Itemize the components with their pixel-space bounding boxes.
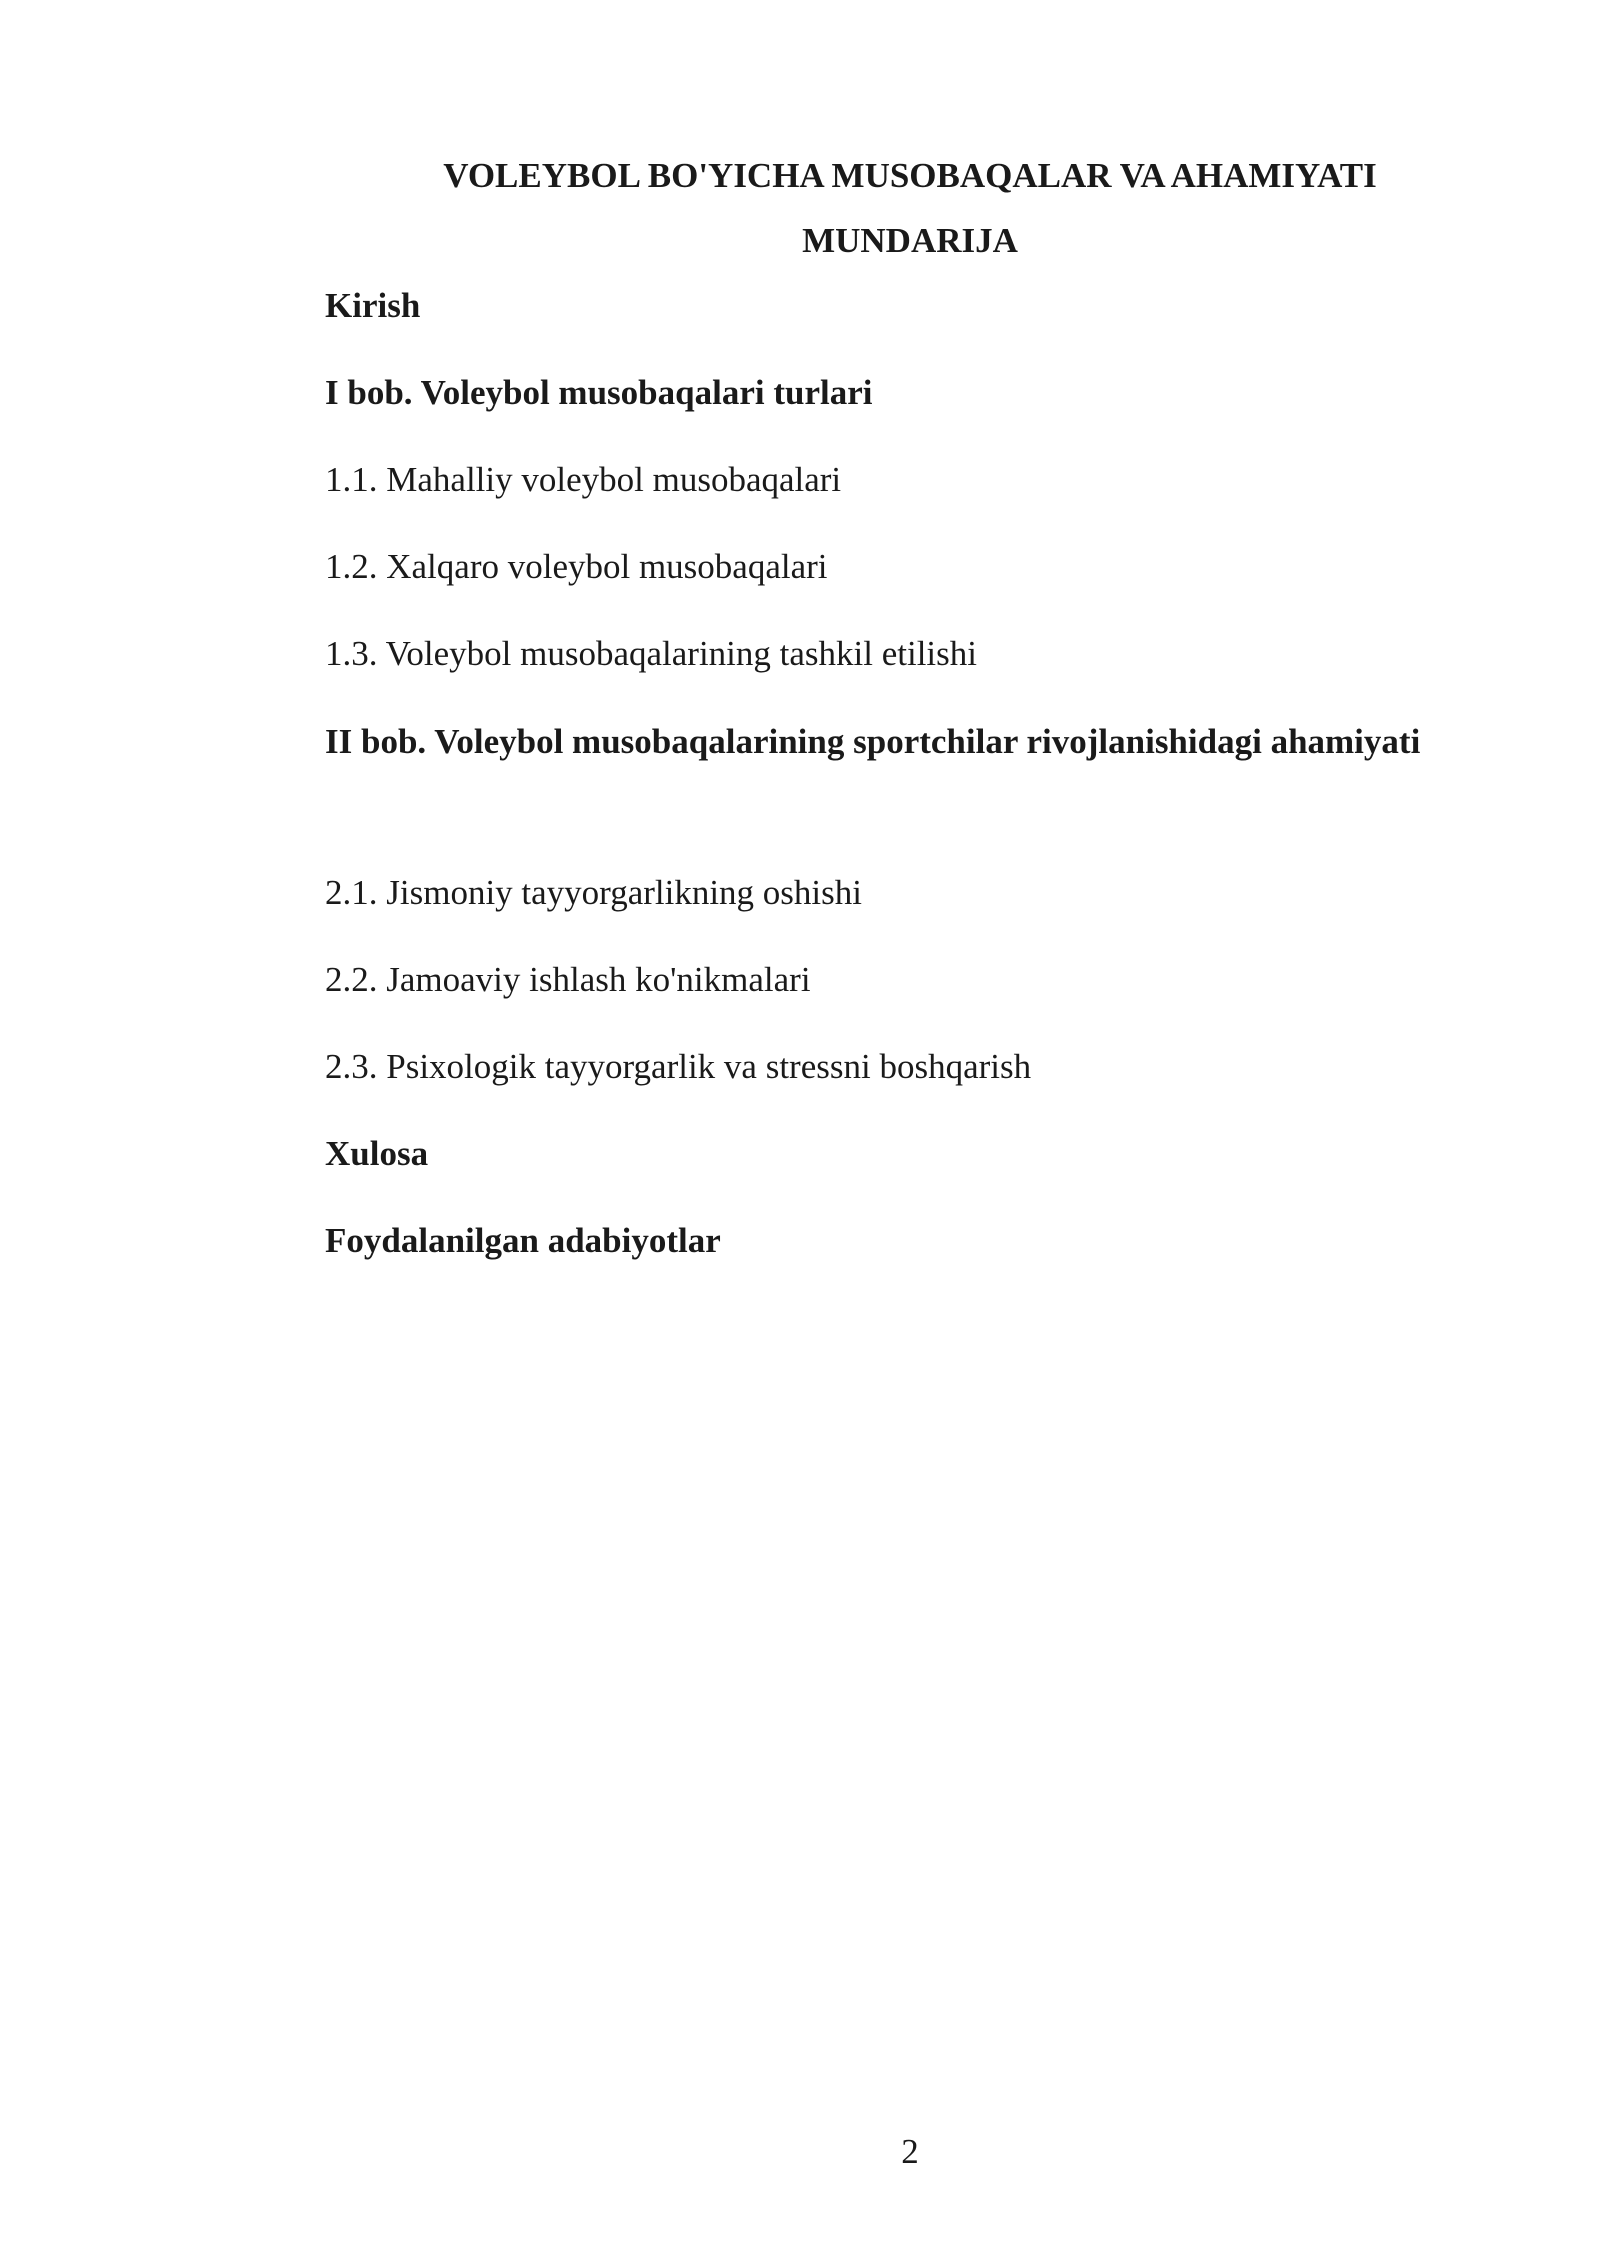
toc-item-chapter-2: II bob. Voleybol musobaqalarining sportchilar rivojlanishidagi ahamiyati (325, 722, 1421, 761)
contents-heading: MUNDARIJA (802, 221, 1018, 260)
document-title: VOLEYBOL BO'YICHA MUSOBAQALAR VA AHAMIYATI (443, 156, 1377, 195)
toc-item-section-1-1: 1.1. Mahalliy voleybol musobaqalari (325, 460, 842, 499)
toc-item-section-2-1: 2.1. Jismoniy tayyorgarlikning oshishi (325, 873, 862, 912)
toc-item-intro: Kirish (325, 286, 421, 325)
toc-item-section-1-3: 1.3. Voleybol musobaqalarining tashkil etilishi (325, 634, 977, 673)
page-number: 2 (901, 2132, 919, 2171)
toc-item-section-1-2: 1.2. Xalqaro voleybol musobaqalari (325, 547, 828, 586)
toc-item-conclusion: Xulosa (325, 1134, 429, 1173)
toc-item-references: Foydalanilgan adabiyotlar (325, 1221, 721, 1260)
toc-item-chapter-1: I bob. Voleybol musobaqalari turlari (325, 373, 873, 412)
toc-item-section-2-2: 2.2. Jamoaviy ishlash ko'nikmalari (325, 960, 811, 999)
toc-item-section-2-3: 2.3. Psixologik tayyorgarlik va stressni boshqarish (325, 1047, 1032, 1086)
